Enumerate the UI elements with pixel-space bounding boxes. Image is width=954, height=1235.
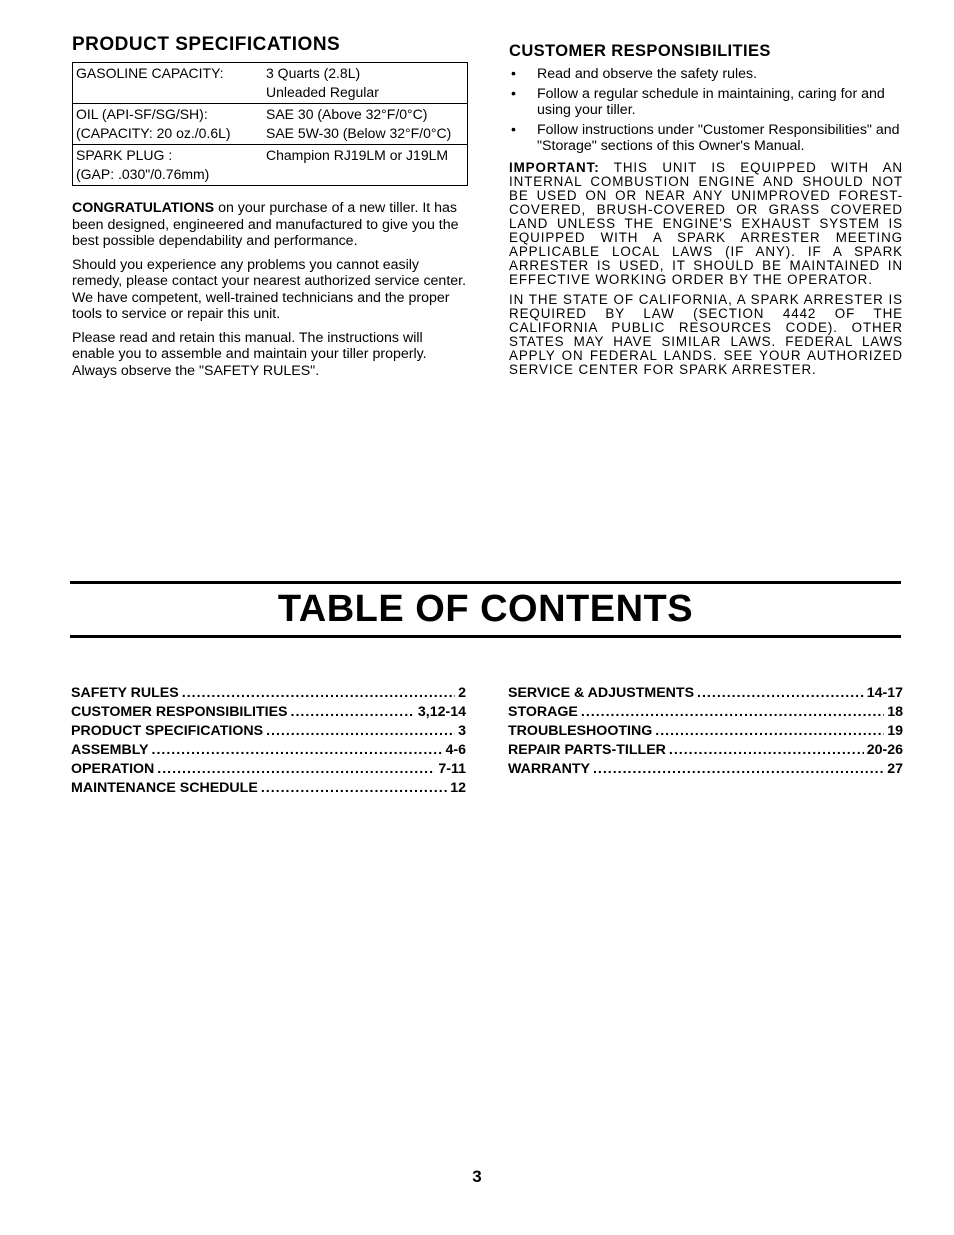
toc-entry	[71, 684, 466, 703]
toc-page: 19	[887, 723, 903, 739]
customer-responsibilities-heading: CUSTOMER RESPONSIBILITIES	[509, 42, 771, 60]
toc-leader	[581, 703, 884, 722]
spec-label: GASOLINE CAPACITY:	[76, 65, 224, 81]
toc-entry	[71, 703, 466, 722]
congratulations-bold: CONGRATULATIONS	[72, 200, 215, 216]
toc-label: ASSEMBLY	[71, 742, 149, 758]
divider-bottom	[70, 635, 901, 638]
list-item-text: Follow instructions under "Customer Responsibilities" and "Storage" sections of this Owner's Manual.	[537, 121, 900, 154]
toc-leader	[291, 703, 415, 722]
toc-entry	[71, 741, 466, 760]
california-notice: IN THE STATE OF CALIFORNIA, A SPARK ARRESTER IS REQUIRED BY LAW (SECTION 4442 OF THE CALIFORNIA PUBLIC RESOURCES CODE). OTHER STATES MAY HAVE SIMILAR LAWS. FEDERAL LAWS APPLY ON FEDERAL LANDS. SEE YOUR AUTHORIZED SERVICE CENTER FOR SPARK ARRESTER.	[509, 291, 903, 377]
bullet-icon: •	[511, 85, 516, 102]
left-column	[72, 34, 468, 386]
table-of-contents-title: TABLE OF CONTENTS	[277, 588, 694, 630]
toc-label: SAFETY RULES	[71, 685, 179, 701]
toc-leader	[152, 741, 443, 760]
toc-label: OPERATION	[71, 761, 155, 777]
toc-right-column	[508, 684, 903, 779]
spec-value: 3 Quarts (2.8L)	[266, 65, 361, 81]
toc-label: CUSTOMER RESPONSIBILITIES	[71, 704, 288, 720]
toc-label: PRODUCT SPECIFICATIONS	[71, 723, 264, 739]
list-item-text: Read and observe the safety rules.	[537, 66, 758, 82]
toc-page: 3	[458, 723, 466, 739]
responsibilities-list	[509, 66, 903, 155]
toc-leader	[593, 760, 884, 779]
spec-value: Champion RJ19LM or J19LM	[266, 147, 449, 163]
toc-entry	[71, 722, 466, 741]
toc-page: 3,12-14	[417, 704, 466, 720]
toc-page: 18	[887, 704, 903, 720]
toc-leader	[697, 684, 864, 703]
list-item-text: Follow a regular schedule in maintaining, caring for and using your tiller.	[537, 85, 885, 118]
page-number: 3	[472, 1167, 482, 1186]
service-paragraph: Should you experience any problems you cannot easily remedy, please contact your nearest authorized service center. We have competent, well-trained technicians and the proper tools to service or repair this unit.	[72, 256, 467, 322]
toc-entry	[71, 760, 466, 779]
bullet-icon: •	[511, 121, 516, 138]
toc-leader	[157, 760, 435, 779]
toc-page: 7-11	[438, 761, 466, 777]
toc-page: 12	[450, 780, 466, 796]
toc-leader	[266, 722, 455, 741]
spec-row-gasoline	[73, 63, 468, 104]
important-notice	[509, 161, 903, 287]
congratulations-text: on your purchase of a new tiller. It has been designed, engineered and manufactured to give you the best possible dependability and performance.	[72, 200, 459, 249]
toc-label: WARRANTY	[508, 761, 590, 777]
toc-entry	[508, 760, 903, 779]
spec-label: (GAP: .030"/0.76mm)	[76, 166, 210, 182]
toc-entry	[71, 779, 466, 798]
toc-label: MAINTENANCE SCHEDULE	[71, 780, 258, 796]
toc-leader	[261, 779, 447, 798]
bullet-icon: •	[511, 66, 516, 82]
toc-page: 27	[887, 761, 903, 777]
right-column	[509, 42, 903, 383]
important-text: THIS UNIT IS EQUIPPED WITH AN INTERNAL COMBUSTION ENGINE AND SHOULD NOT BE USED ON OR NEAR ANY UNIMPROVED FOREST-COVERED, BRUSH-COVERED OR GRASS COVERED LAND UNLESS THE ENGINE'S EXHAUST SYSTEM IS EQUIPPED WITH A SPARK ARRESTER MEETING APPLICABLE LOCAL LAWS (IF ANY). IF A SPARK ARRESTER IS USED, IT SHOULD BE MAINTAINED IN EFFECTIVE WORKING ORDER BY THE OPERATOR.	[509, 159, 903, 287]
toc-page: 4-6	[445, 742, 466, 758]
product-specifications-heading: PRODUCT SPECIFICATIONS	[72, 34, 341, 55]
list-item	[509, 86, 903, 119]
spec-value: SAE 5W-30 (Below 32°F/0°C)	[266, 125, 452, 141]
toc-entry	[508, 703, 903, 722]
toc-leader	[182, 684, 455, 703]
spec-row-oil	[73, 104, 468, 145]
retain-manual-paragraph: Please read and retain this manual. The instructions will enable you to assemble and maintain your tiller properly. Always observe the "SAFETY RULES".	[72, 329, 427, 379]
toc-label: SERVICE & ADJUSTMENTS	[508, 685, 695, 701]
toc-page: 2	[458, 685, 466, 701]
toc-label: REPAIR PARTS-TILLER	[508, 742, 666, 758]
spec-label: SPARK PLUG :	[76, 147, 173, 163]
spec-label: OIL (API-SF/SG/SH):	[76, 106, 208, 122]
toc-page: 20-26	[866, 742, 903, 758]
toc-entry	[508, 741, 903, 760]
list-item	[509, 122, 903, 155]
toc-leader	[655, 722, 884, 741]
important-label: IMPORTANT:	[509, 159, 600, 175]
toc-page: 14-17	[866, 685, 903, 701]
toc-left-column	[71, 684, 466, 798]
spec-value: Unleaded Regular	[266, 84, 379, 100]
divider-top	[70, 581, 901, 584]
toc-entry	[508, 722, 903, 741]
specifications-table	[72, 62, 468, 186]
congratulations-paragraph	[72, 200, 468, 250]
spec-value: SAE 30 (Above 32°F/0°C)	[266, 106, 428, 122]
spec-label: (CAPACITY: 20 oz./0.6L)	[76, 125, 231, 141]
toc-label: STORAGE	[508, 704, 578, 720]
toc-leader	[669, 741, 864, 760]
toc-entry	[508, 684, 903, 703]
toc-label: TROUBLESHOOTING	[508, 723, 653, 739]
list-item	[509, 66, 903, 83]
spec-row-spark-plug	[73, 145, 468, 186]
